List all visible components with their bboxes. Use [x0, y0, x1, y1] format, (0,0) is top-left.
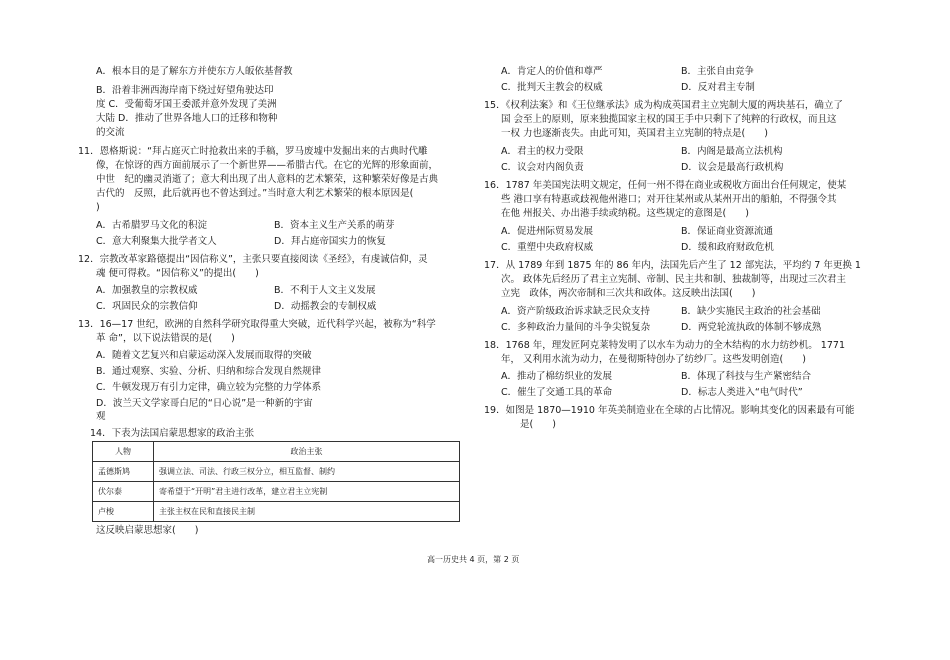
q10-option-line4: 的交流 — [96, 127, 125, 138]
q12-stem-line2: 魂 便可得救。“因信称义”的提出( ) — [96, 268, 259, 279]
q10-option-line2: 度 C．受葡萄牙国王委派并意外发现了美洲 — [96, 99, 277, 110]
q11-stem-line1: 11．恩格斯说：“拜占庭灭亡时抢救出来的手稿，罗马废墟中发掘出来的古典时代雕 — [78, 146, 428, 157]
table-header-claim: 政治主张 — [154, 442, 460, 462]
q16-option-c: C．重塑中央政府权威 — [501, 242, 594, 253]
q13-stem-line2: 革 命”，以下说法错误的是( ) — [96, 333, 235, 344]
q12-option-b: B．不利于人文主义发展 — [274, 285, 376, 296]
table-cell-person: 伏尔泰 — [93, 482, 154, 502]
q14-option-d: D．反对君主专制 — [681, 82, 755, 93]
q17-option-c: C．多种政治力量间的斗争尖锐复杂 — [501, 322, 651, 333]
q11-option-a: A．古希腊罗马文化的积淀 — [96, 220, 207, 231]
table-header-person: 人物 — [93, 442, 154, 462]
q14-option-b: B．主张自由竞争 — [681, 66, 755, 77]
q15-option-b: B．内阁是最高立法机构 — [681, 146, 783, 157]
table-cell-claim: 寄希望于“开明”君主进行改革，建立君主立宪制 — [154, 482, 460, 502]
q13-option-a: A．随着文艺复兴和启蒙运动深入发展而取得的突破 — [96, 350, 312, 361]
q12-option-d: D．动摇教会的专制权威 — [274, 301, 377, 312]
q17-option-a: A．资产阶级政治诉求缺乏民众支持 — [501, 306, 650, 317]
q15-option-d: D．议会是最高行政机构 — [681, 162, 784, 173]
page-footer: 高一历史共 4 页，第 2 页 — [427, 555, 520, 564]
table-row — [93, 462, 460, 482]
q12-option-c: C．巩固民众的宗教信仰 — [96, 301, 198, 312]
q19-stem-line2: 是( ) — [520, 419, 556, 430]
q13-option-b: B．通过观察、实验、分析、归纳和综合发现自然规律 — [96, 366, 322, 377]
q16-stem-line2: 些 港口享有特惠或歧视他州港口；对开往某州或从某州开出的船舶，不得强令其 — [501, 194, 837, 205]
q10-option-a: A．根本目的是了解东方并使东方人皈依基督教 — [96, 66, 293, 77]
q17-stem-line1: 17．从 1789 年到 1875 年的 86 年内，法国先后产生了 12 部宪法，平均约 7 年更换 1 — [484, 260, 861, 271]
q15-stem-line1: 15．《权利法案》和《王位继承法》成为构成英国君主立宪制大厦的两块基石，确立了 — [484, 100, 843, 111]
q17-stem-line2: 次。 政体先后经历了君主立宪制、帝制、民主共和制、独裁制等，出现过三次君主 — [501, 274, 847, 285]
table-row — [93, 502, 460, 522]
q14-option-a: A．肯定人的价值和尊严 — [501, 66, 603, 77]
q12-option-a: A．加强教皇的宗教权威 — [96, 285, 198, 296]
q16-stem-line1: 16．1787 年美国宪法明文规定，任何一州不得在商业或税收方面出台任何规定，使某 — [484, 180, 847, 191]
q16-option-a: A．促进州际贸易发展 — [501, 226, 593, 237]
q18-stem-line1: 18．1768 年，理发匠阿克莱特发明了以水车为动力的全木结构的水力纺纱机。 1771 — [484, 340, 845, 351]
q17-stem-line3: 立宪 政体，两次帝制和三次共和政体。这反映出法国( ) — [501, 288, 756, 299]
q16-option-d: D．缓和政府财政危机 — [681, 242, 774, 253]
q13-option-d-line2: 观 — [96, 411, 106, 422]
q11-stem-line3: 中世 纪的幽灵消逝了；意大利出现了出人意料的艺术繁荣，这种繁荣好像是古典 — [96, 174, 439, 185]
q15-option-a: A．君主的权力受限 — [501, 146, 584, 157]
q18-option-d: D．标志人类进入“电气时代” — [681, 387, 803, 398]
q14-option-c: C．批判天主教会的权威 — [501, 82, 603, 93]
q10-option-b-line1: B．沿着非洲西海岸南下绕过好望角驶达印 — [96, 85, 274, 96]
q13-option-c: C．牛顿发现万有引力定律，确立较为完整的力学体系 — [96, 382, 322, 393]
q11-option-d: D．拜占庭帝国实力的恢复 — [274, 236, 386, 247]
q14-table — [92, 441, 460, 522]
q10-option-line3: 大陆 D．推动了世界各地人口的迁移和物种 — [96, 113, 278, 124]
q18-option-c: C．催生了交通工具的革命 — [501, 387, 613, 398]
q11-stem-line4: 古代的 反照，此后就再也不曾达到过。”当时意大利艺术繁荣的根本原因是( — [96, 188, 414, 199]
q14-tail: 这反映启蒙思想家( ) — [96, 525, 199, 536]
table-cell-person: 卢梭 — [93, 502, 154, 522]
table-header-row — [93, 442, 460, 462]
q11-option-c: C．意大利聚集大批学者文人 — [96, 236, 217, 247]
q18-option-b: B．体现了科技与生产紧密结合 — [681, 371, 812, 382]
q17-option-b: B．缺少实施民主政治的社会基础 — [681, 306, 821, 317]
q14-intro: 14．下表为法国启蒙思想家的政治主张 — [90, 428, 255, 439]
table-cell-claim: 主张主权在民和直接民主制 — [154, 502, 460, 522]
q11-option-b: B．资本主义生产关系的萌芽 — [274, 220, 395, 231]
q12-stem-line1: 12．宗教改革家路德提出“因信称义”，主张只要直接阅读《圣经》，有虔诚信仰，灵 — [78, 254, 428, 265]
q11-stem-line2: 像，在惊讶的西方面前展示了一个新世界——希腊古代。在它的光辉的形象面前， — [96, 160, 439, 171]
q16-stem-line3: 在他 州报关、办出港手续或纳税。这些规定的意图是( ) — [501, 208, 749, 219]
q15-stem-line3: 一权 力也逐渐丧失。由此可知，英国君主立宪制的特点是( ) — [501, 128, 768, 139]
q13-stem-line1: 13．16—17 世纪，欧洲的自然科学研究取得重大突破，近代科学兴起，被称为“科学 — [78, 319, 436, 330]
q19-stem-line1: 19．如图是 1870—1910 年英美制造业在全球的占比情况。影响其变化的因素最有可能 — [484, 405, 855, 416]
table-cell-person: 孟德斯鸠 — [93, 462, 154, 482]
table-row — [93, 482, 460, 502]
table-cell-claim: 强调立法、司法、行政三权分立，相互监督、制约 — [154, 462, 460, 482]
q11-stem-line5: ) — [96, 202, 100, 213]
q16-option-b: B．保证商业资源流通 — [681, 226, 774, 237]
q15-stem-line2: 国 会至上的原则，原来独揽国家主权的国王手中只剩下了纯粹的行政权，而且这 — [501, 114, 837, 125]
q18-stem-line2: 年， 又利用水流为动力，在曼彻斯特创办了纺纱厂。这些发明创造( ) — [501, 354, 806, 365]
q15-option-c: C．议会对内阁负责 — [501, 162, 584, 173]
q17-option-d: D．两党轮流执政的体制不够成熟 — [681, 322, 822, 333]
q18-option-a: A．推动了棉纺织业的发展 — [501, 371, 612, 382]
q13-option-d-line1: D．波兰天文学家哥白尼的“日心说”是一种新的宇宙 — [96, 398, 313, 409]
